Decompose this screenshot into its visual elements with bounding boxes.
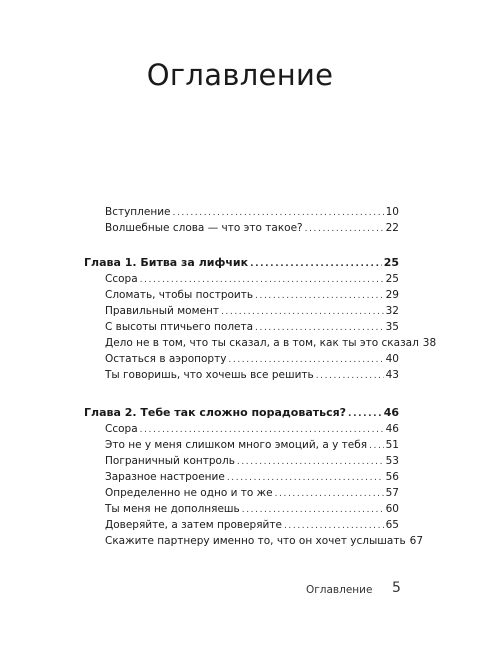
footer-page-number: 5 xyxy=(392,580,401,596)
toc-entry-page: 43 xyxy=(385,369,399,381)
table-of-contents xyxy=(84,204,437,549)
toc-chapter-2[interactable] xyxy=(84,405,399,421)
toc-entry-label: Это не у меня слишком много эмоций, а у тебя xyxy=(105,439,368,451)
leader-dots xyxy=(275,486,384,502)
toc-entry[interactable] xyxy=(84,533,424,549)
toc-entry[interactable] xyxy=(84,351,399,367)
toc-entry-page: 22 xyxy=(385,222,399,234)
toc-entry[interactable] xyxy=(84,437,399,453)
leader-dots xyxy=(348,406,382,422)
leader-dots xyxy=(305,221,384,237)
toc-entry-page: 67 xyxy=(409,535,424,547)
toc-entry-label: Скажите партнеру именно то, что он хочет услышать xyxy=(105,535,406,547)
leader-dots xyxy=(237,454,384,470)
page-title: Оглавление xyxy=(146,58,334,92)
leader-dots xyxy=(316,368,384,384)
leader-dots xyxy=(227,470,384,486)
toc-entry-label: Сломать, чтобы построить xyxy=(105,289,254,301)
toc-entry[interactable] xyxy=(84,271,399,287)
toc-entry-label: Ссора xyxy=(105,423,138,435)
toc-entry[interactable] xyxy=(84,421,399,437)
toc-entry-page: 46 xyxy=(385,423,399,435)
leader-dots xyxy=(140,422,384,438)
toc-entry-page: 53 xyxy=(385,455,399,467)
toc-entry-label: С высоты птичьего полета xyxy=(105,321,254,333)
toc-entry-page: 40 xyxy=(385,353,399,365)
toc-entry-page: 35 xyxy=(385,321,399,333)
toc-entry[interactable] xyxy=(84,319,399,335)
leader-dots xyxy=(221,304,384,320)
toc-entry[interactable] xyxy=(84,335,437,351)
toc-entry-label: Волшебные слова — что это такое? xyxy=(105,222,303,234)
toc-chapter-page: 25 xyxy=(383,256,399,269)
leader-dots xyxy=(255,288,384,304)
toc-entry-page: 25 xyxy=(385,273,399,285)
toc-entry-page: 32 xyxy=(385,305,399,317)
leader-dots xyxy=(369,438,384,454)
toc-entry-magic-words[interactable] xyxy=(84,220,399,236)
toc-entry-label: Правильный момент xyxy=(105,305,219,317)
toc-entry-page: 10 xyxy=(385,206,399,218)
toc-entry-page: 56 xyxy=(385,471,399,483)
toc-entry-label: Доверяйте, а затем проверяйте xyxy=(105,519,282,531)
running-footer-section: Оглавление xyxy=(306,584,373,596)
toc-entry-page: 29 xyxy=(385,289,399,301)
toc-entry[interactable] xyxy=(84,287,399,303)
toc-entry-label: Ты меня не дополняешь xyxy=(105,503,240,515)
toc-entry-label: Дело не в том, что ты сказал, а в том, как ты это сказал xyxy=(105,337,419,349)
leader-dots xyxy=(140,272,384,288)
toc-entry-page: 38 xyxy=(422,337,437,349)
leader-dots xyxy=(228,352,383,368)
toc-entry-page: 60 xyxy=(385,503,399,515)
leader-dots xyxy=(242,502,384,518)
toc-chapter-label: Глава 2. Тебе так сложно порадоваться? xyxy=(84,406,347,419)
toc-entry-page: 57 xyxy=(385,487,399,499)
toc-entry-page: 65 xyxy=(385,519,399,531)
toc-entry[interactable] xyxy=(84,501,399,517)
leader-dots xyxy=(255,320,384,336)
toc-entry-page: 51 xyxy=(385,439,399,451)
toc-chapter-1[interactable] xyxy=(84,255,399,271)
toc-entry[interactable] xyxy=(84,469,399,485)
toc-entry[interactable] xyxy=(84,517,399,533)
toc-entry-label: Пограничный контроль xyxy=(105,455,235,467)
toc-entry-intro[interactable] xyxy=(84,204,399,220)
toc-chapter-label: Глава 1. Битва за лифчик xyxy=(84,256,249,269)
toc-entry-label: Вступление xyxy=(105,206,171,218)
leader-dots xyxy=(284,518,384,534)
toc-entry[interactable] xyxy=(84,303,399,319)
toc-entry-label: Заразное настроение xyxy=(105,471,225,483)
toc-entry[interactable] xyxy=(84,367,399,383)
toc-entry[interactable] xyxy=(84,453,399,469)
toc-entry-label: Ссора xyxy=(105,273,138,285)
toc-entry-label: Остаться в аэропорту xyxy=(105,353,227,365)
toc-entry[interactable] xyxy=(84,485,399,501)
toc-entry-label: Ты говоришь, что хочешь все решить xyxy=(105,369,314,381)
leader-dots xyxy=(250,256,382,272)
leader-dots xyxy=(173,205,384,221)
toc-chapter-page: 46 xyxy=(383,406,399,419)
toc-entry-label: Определенно не одно и то же xyxy=(105,487,273,499)
